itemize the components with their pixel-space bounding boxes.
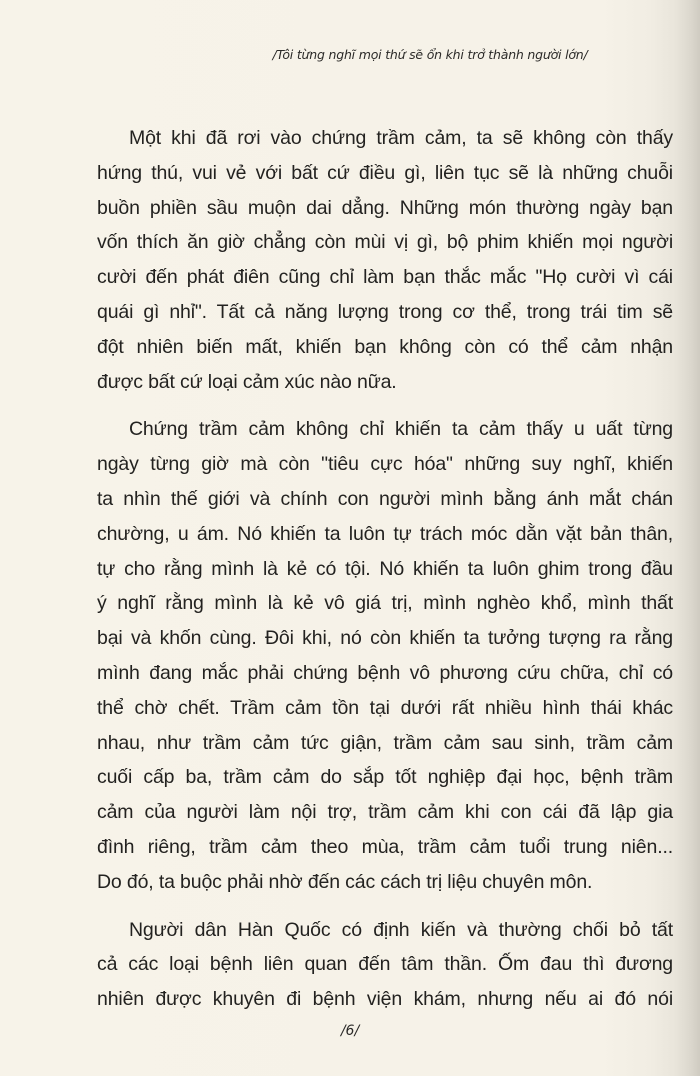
body-text [97, 121, 673, 1030]
running-header: /Tôi từng nghĩ mọi thứ sẽ ổn khi trở thành người lớn/ [272, 47, 588, 62]
text-line: đình riêng, trầm cảm theo mùa, trầm cảm tuổi trung niên... [97, 835, 673, 858]
text-line: chường, u ám. Nó khiến ta luôn tự trách móc dằn vặt bản thân, [97, 522, 673, 545]
text-line: Một khi đã rơi vào chứng trầm cảm, ta sẽ không còn thấy [129, 127, 673, 149]
text-line: thể chờ chết. Trầm cảm tồn tại dưới rất nhiều hình thái khác [97, 696, 673, 719]
text-line: Người dân Hàn Quốc có định kiến và thường chối bỏ tất [129, 918, 673, 941]
text-line: Chứng trầm cảm không chỉ khiến ta cảm thấy u uất từng [129, 418, 673, 441]
paragraph-3 [97, 913, 673, 1017]
text-line: Do đó, ta buộc phải nhờ đến các cách trị liệu chuyên môn. [97, 870, 593, 893]
text-line: buồn phiền sầu muộn dai dẳng. Những món thường ngày bạn [97, 196, 673, 219]
text-line: mình đang mắc phải chứng bệnh vô phương cứu chữa, chỉ có [97, 661, 673, 684]
text-line: cuối cấp ba, trầm cảm do sắp tốt nghiệp đại học, bệnh trầm [97, 766, 673, 789]
text-line: nhau, như trầm cảm tức giận, trầm cảm sau sinh, trầm cảm [97, 731, 673, 754]
text-line: tự cho rằng mình là kẻ có tội. Nó khiến ta luôn ghim trong đầu [97, 557, 673, 580]
text-line: hứng thú, vui vẻ với bất cứ điều gì, liên tục sẽ là những chuỗi [97, 161, 673, 184]
text-line: được bất cứ loại cảm xúc nào nữa. [97, 370, 397, 393]
text-line: ngày từng giờ mà còn "tiêu cực hóa" những suy nghĩ, khiến [97, 453, 673, 476]
text-line: cả các loại bệnh liên quan đến tâm thần. Ốm đau thì đương [97, 953, 673, 976]
text-line: nhiên được khuyên đi bệnh viện khám, nhưng nếu ai đó nói [97, 988, 673, 1011]
text-line: ý nghĩ rằng mình là kẻ vô giá trị, mình nghèo khổ, mình thất [97, 592, 673, 615]
text-line: cảm của người làm nội trợ, trầm cảm khi con cái đã lập gia [97, 801, 673, 824]
page-number: /6/ [340, 1023, 360, 1039]
text-line: quái gì nhỉ". Tất cả năng lượng trong cơ thể, trong trái tim sẽ [97, 300, 673, 323]
text-line: ta nhìn thế giới và chính con người mình bằng ánh mắt chán [97, 487, 673, 510]
text-line: đột nhiên biến mất, khiến bạn không còn có thể cảm nhận [97, 335, 673, 358]
text-line: bại và khốn cùng. Đôi khi, nó còn khiến ta tưởng tượng ra rằng [97, 627, 673, 650]
text-line: cười đến phát điên cũng chỉ làm bạn thắc mắc "Họ cười vì cái [97, 266, 673, 289]
paragraph-2 [97, 412, 673, 899]
text-line: vốn thích ăn giờ chẳng còn mùi vị gì, bộ phim khiến mọi người [97, 231, 673, 254]
paragraph-1 [97, 121, 673, 399]
